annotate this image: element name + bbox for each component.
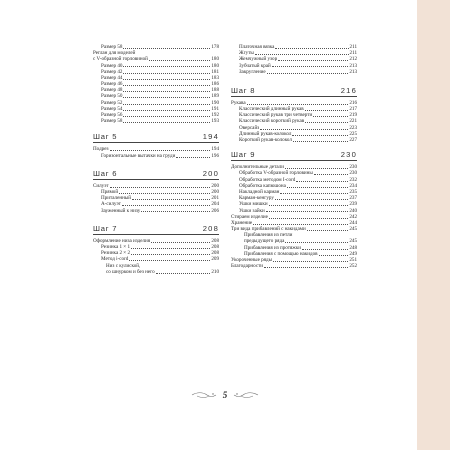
entry-title: Размер 40 — [101, 62, 123, 69]
dot-leader — [293, 141, 348, 142]
spacer — [231, 143, 357, 150]
entry-page: 183 — [211, 74, 219, 81]
entry-title: Обработка V-образной горловины — [239, 170, 313, 177]
dot-leader — [149, 60, 210, 61]
entry-page: 227 — [349, 137, 357, 144]
dot-leader — [129, 260, 210, 261]
dot-leader — [123, 97, 210, 98]
toc-entry-multiline[interactable] — [93, 50, 219, 62]
entry-last-line — [106, 269, 219, 275]
entry-page: 242 — [349, 213, 357, 220]
dot-leader — [307, 230, 349, 231]
entry-page: 196 — [211, 152, 219, 159]
toc-right-column — [231, 44, 357, 269]
entry-title: Размер 54 — [101, 105, 123, 112]
entry-title: Длинный рукав-колокол — [239, 130, 292, 137]
entry-page: 194 — [211, 146, 219, 153]
dot-leader — [269, 218, 348, 219]
dot-leader — [123, 73, 210, 74]
dot-leader — [287, 187, 348, 188]
entry-title: Метод i-cord — [101, 256, 129, 263]
dot-leader — [131, 248, 210, 249]
entry-title: Прибавления из протяжки — [244, 244, 301, 251]
entry-page: 180 — [211, 56, 219, 63]
entry-page: 186 — [211, 81, 219, 88]
entry-title: Размер 50 — [101, 93, 123, 100]
entry-page: 208 — [211, 237, 219, 244]
entry-title: А-силуэт — [101, 201, 121, 208]
entry-page: 223 — [349, 124, 357, 131]
entry-title: Размер 42 — [101, 68, 123, 75]
entry-title: Классический короткий рукав — [239, 118, 305, 125]
entry-title: Размер 58 — [101, 118, 123, 125]
spacer — [93, 214, 219, 224]
entry-page: 208 — [211, 243, 219, 250]
page-footer — [180, 383, 270, 407]
entry-title: Обработка методом I-cord — [239, 176, 296, 183]
entry-title: Рукава — [231, 99, 246, 106]
dot-leader — [285, 242, 348, 243]
entry-title: Размер 58 — [101, 43, 123, 50]
entry-page: 240 — [349, 207, 357, 214]
entry-title: Приталенный — [101, 195, 131, 202]
dot-leader — [247, 104, 349, 105]
entry-page: 234 — [349, 182, 357, 189]
dot-leader — [123, 85, 210, 86]
entry-page: 245 — [349, 238, 357, 245]
dot-leader — [123, 122, 210, 123]
left-ornament-icon — [191, 391, 217, 399]
section-title: Шаг 5 — [93, 132, 118, 142]
entry-title: Зубчатый край — [239, 62, 271, 69]
dot-leader — [296, 181, 348, 182]
entry-page: 216 — [349, 99, 357, 106]
dot-leader — [123, 91, 210, 92]
entry-title: Размер 52 — [101, 99, 123, 106]
dot-leader — [275, 199, 348, 200]
right-ornament-icon — [233, 391, 259, 399]
entry-title: Подрез — [93, 146, 109, 153]
entry-title: Резинка 1 × 1 — [101, 243, 130, 250]
dot-leader — [285, 168, 348, 169]
dot-leader — [156, 273, 211, 274]
dot-leader — [253, 224, 348, 225]
entry-page: 190 — [211, 99, 219, 106]
dot-leader — [292, 135, 348, 136]
dot-leader — [123, 66, 210, 67]
entry-page: 252 — [349, 263, 357, 270]
entry-page: 188 — [211, 87, 219, 94]
entry-title-line: Прибавления из петли — [244, 232, 293, 239]
dot-leader — [123, 79, 210, 80]
entry-title: Закругление — [239, 68, 266, 75]
toc-entry-multiline[interactable] — [231, 232, 357, 244]
dot-leader — [264, 267, 348, 268]
entry-title: Горизонтальные вытачки на груди — [101, 152, 176, 159]
entry-title: Ушки зайки — [239, 207, 265, 214]
dot-leader — [110, 150, 211, 151]
dot-leader — [110, 187, 211, 188]
entry-page: 208 — [211, 250, 219, 257]
dot-leader — [275, 48, 348, 49]
entry-title: Классический рукав три четверти — [239, 112, 313, 119]
dot-leader — [314, 174, 349, 175]
entry-page: 239 — [349, 201, 357, 208]
dot-leader — [313, 116, 348, 117]
entry-page: 200 — [211, 188, 219, 195]
entry-title: Дополнительные детали — [231, 164, 284, 171]
entry-title: Стирaем изделие — [231, 213, 268, 220]
entry-page: 251 — [349, 257, 357, 264]
section-title: Шаг 6 — [93, 168, 118, 178]
dot-leader — [267, 73, 349, 74]
entry-title-line: Реглан для моделей — [93, 50, 136, 57]
dot-leader — [122, 205, 210, 206]
entry-title: Размер 44 — [101, 74, 123, 81]
spacer — [231, 75, 357, 86]
entry-title-line: предыдущего ряда — [244, 238, 285, 245]
entry-page: 209 — [211, 256, 219, 263]
section-page: 194 — [202, 132, 219, 142]
entry-title: Прибавления с помощью накидов — [244, 250, 318, 257]
entry-title: Благодарности — [231, 263, 264, 270]
section-page: 230 — [340, 150, 357, 160]
entry-page: 211 — [349, 43, 357, 50]
entry-title: Оформление низа изделия — [93, 237, 151, 244]
entry-page: 191 — [211, 105, 219, 112]
entry-page: 245 — [349, 226, 357, 233]
toc-entry-multiline[interactable] — [93, 263, 219, 275]
entry-title: Зауженный к низу — [101, 207, 141, 214]
entry-title: Жгуты — [239, 50, 254, 57]
entry-title: Размер 48 — [101, 87, 123, 94]
entry-page: 206 — [211, 207, 219, 214]
dot-leader — [278, 60, 348, 61]
dot-leader — [319, 255, 349, 256]
entry-title: Размер 56 — [101, 112, 123, 119]
dot-leader — [123, 104, 210, 105]
section-header — [231, 150, 357, 161]
entry-page: 213 — [349, 62, 357, 69]
page-number: 5 — [222, 390, 228, 400]
dot-leader — [272, 66, 349, 67]
entry-title: Оверсайз — [239, 124, 260, 131]
dot-leader — [260, 129, 348, 130]
section-title: Шаг 7 — [93, 223, 118, 233]
entry-page: 230 — [349, 164, 357, 171]
entry-page: 210 — [211, 268, 219, 275]
entry-page: 211 — [349, 50, 357, 57]
entry-page: 213 — [349, 68, 357, 75]
dot-leader — [131, 254, 210, 255]
entry-page: 232 — [349, 176, 357, 183]
entry-title: Размер 46 — [101, 81, 123, 88]
entry-page: 219 — [349, 112, 357, 119]
entry-page: 221 — [349, 118, 357, 125]
entry-page: 193 — [211, 118, 219, 125]
entry-page: 237 — [349, 195, 357, 202]
entry-title: Карман-кенгуру — [239, 195, 274, 202]
entry-title: Силуэт — [93, 182, 109, 189]
toc-entry[interactable] — [231, 263, 357, 269]
spacer — [93, 124, 219, 132]
section-page: 208 — [202, 223, 219, 233]
entry-title: Накладной карман — [239, 188, 280, 195]
entry-page: 181 — [211, 68, 219, 75]
entry-page: 248 — [349, 244, 357, 251]
toc-left-column — [93, 44, 219, 275]
dot-leader — [280, 193, 348, 194]
section-page: 216 — [340, 85, 357, 95]
dot-leader — [132, 199, 210, 200]
entry-title-line: со шнурком и без него — [106, 268, 155, 275]
dot-leader — [273, 261, 348, 262]
dot-leader — [123, 110, 210, 111]
entry-page: 225 — [349, 130, 357, 137]
dot-leader — [266, 211, 349, 212]
dot-leader — [269, 205, 349, 206]
entry-page: 189 — [211, 93, 219, 100]
entry-page: 201 — [211, 195, 219, 202]
section-page: 200 — [202, 168, 219, 178]
entry-title: Три вида прибавлений с накидами — [231, 226, 306, 233]
entry-title: Прямой — [101, 188, 119, 195]
dot-leader — [176, 157, 210, 158]
section-header — [93, 132, 219, 143]
dot-leader — [151, 242, 210, 243]
dot-leader — [255, 54, 349, 55]
section-title: Шаг 8 — [231, 85, 256, 95]
dot-leader — [302, 249, 348, 250]
entry-title: Хранение — [231, 219, 253, 226]
entry-title: Обработка капюшона — [239, 182, 286, 189]
entry-title: Жемчужный узор — [239, 56, 278, 63]
section-header — [93, 169, 219, 180]
entry-title: Укороченные ряды — [231, 257, 273, 264]
dot-leader — [119, 193, 210, 194]
entry-page: 244 — [349, 219, 357, 226]
entry-page: 230 — [349, 170, 357, 177]
dot-leader — [123, 48, 210, 49]
entry-page: 249 — [349, 250, 357, 257]
entry-page: 192 — [211, 112, 219, 119]
entry-page: 180 — [211, 62, 219, 69]
entry-title: Ушки мишки — [239, 201, 268, 208]
entry-title-line: Низ с кулиской, — [106, 262, 141, 269]
entry-title: Классический длинный рукав — [239, 106, 304, 113]
section-title: Шаг 9 — [231, 150, 256, 160]
entry-title: Короткий рукав-колокол — [239, 137, 292, 144]
dot-leader — [305, 110, 349, 111]
entry-page: 204 — [211, 201, 219, 208]
dot-leader — [305, 122, 348, 123]
spacer — [93, 159, 219, 169]
decorative-side-band — [417, 0, 450, 450]
entry-page: 178 — [211, 43, 219, 50]
section-header — [93, 224, 219, 235]
entry-page: 212 — [349, 56, 357, 63]
dot-leader — [123, 116, 210, 117]
entry-title: Резинка 2 × 2 — [101, 250, 130, 257]
dot-leader — [141, 211, 210, 212]
section-header — [231, 86, 357, 97]
entry-page: 200 — [211, 182, 219, 189]
entry-title-line: с V-образной горловиной — [93, 56, 148, 63]
entry-page: 235 — [349, 188, 357, 195]
entry-title: Платочная вязка — [239, 43, 275, 50]
entry-page: 217 — [349, 106, 357, 113]
